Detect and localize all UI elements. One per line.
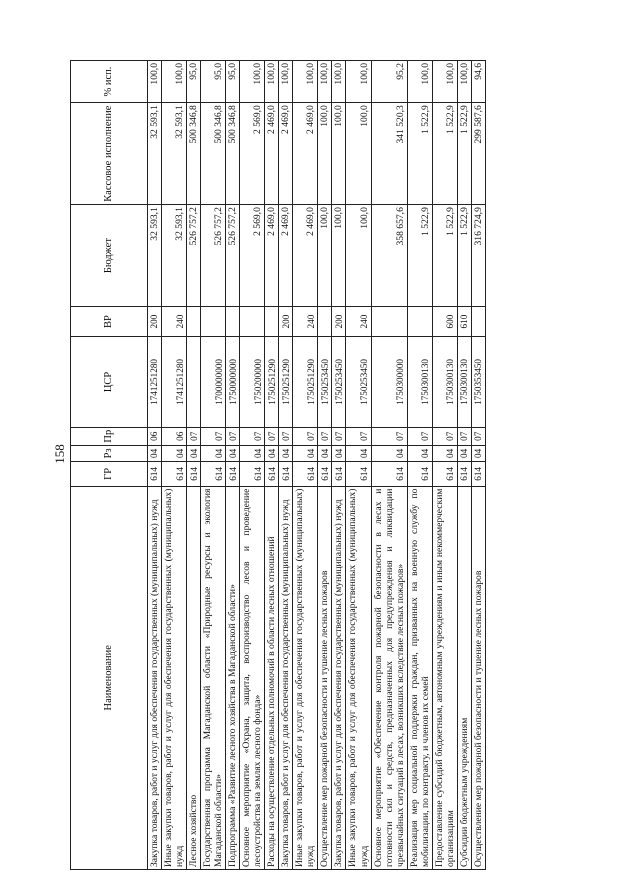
header-pr: Пр <box>71 427 148 445</box>
cell-kass: 500 346,8 <box>226 103 240 205</box>
cell-kass: 32 593,1 <box>148 103 162 205</box>
cell-gr: 614 <box>432 462 457 486</box>
cell-pr: 06 <box>162 427 187 445</box>
table-row <box>148 61 162 870</box>
cell-kass: 1 522,9 <box>432 103 457 205</box>
cell-pct: 100,0 <box>265 61 279 103</box>
cell-budget: 2 469,0 <box>279 205 293 307</box>
cell-budget: 100,0 <box>346 205 371 307</box>
cell-vr: 240 <box>346 307 371 337</box>
cell-pct: 100,0 <box>318 61 332 103</box>
cell-budget: 100,0 <box>318 205 332 307</box>
cell-kass: 500 346,8 <box>187 103 201 205</box>
cell-pct: 100,0 <box>407 61 432 103</box>
cell-gr: 614 <box>471 462 485 486</box>
cell-kass: 2 469,0 <box>265 103 279 205</box>
cell-pct: 95,0 <box>201 61 226 103</box>
cell-pr: 07 <box>346 427 371 445</box>
cell-gr: 614 <box>346 462 371 486</box>
cell-pr: 07 <box>332 427 346 445</box>
header-vr: ВР <box>71 307 148 337</box>
cell-rz: 04 <box>265 445 279 462</box>
cell-rz: 04 <box>432 445 457 462</box>
cell-kass: 1 522,9 <box>407 103 432 205</box>
cell-gr: 614 <box>162 462 187 486</box>
table-row <box>187 61 201 870</box>
cell-pr: 07 <box>318 427 332 445</box>
cell-csr: 1750353450 <box>471 337 485 428</box>
cell-rz: 04 <box>457 445 471 462</box>
cell-pct: 100,0 <box>457 61 471 103</box>
cell-vr: 200 <box>332 307 346 337</box>
cell-budget: 2 469,0 <box>265 205 279 307</box>
cell-gr: 614 <box>201 462 226 486</box>
cell-gr: 614 <box>293 462 318 486</box>
cell-kass: 32 593,1 <box>162 103 187 205</box>
cell-kass: 100,0 <box>332 103 346 205</box>
cell-gr: 614 <box>371 462 407 486</box>
table-row <box>265 61 279 870</box>
cell-gr: 614 <box>279 462 293 486</box>
cell-rz: 04 <box>279 445 293 462</box>
header-rz: Рз <box>71 445 148 462</box>
cell-name: Основное мероприятие «Обеспечение контроля пожарной безопасности в лесах и готовности сил и средств, предназначенных для предупреждения и ликвидации чрезвычайных ситуаций в лесах, возникших вследствие лесных пожаров» <box>371 486 407 869</box>
cell-name: Иные закупки товаров, работ и услуг для обеспечения государственных (муниципальных) нужд <box>162 486 187 869</box>
cell-budget: 316 724,9 <box>471 205 485 307</box>
table-row <box>332 61 346 870</box>
cell-csr: 1750300130 <box>432 337 457 428</box>
cell-gr: 614 <box>457 462 471 486</box>
cell-budget: 526 757,2 <box>226 205 240 307</box>
cell-budget: 526 757,2 <box>201 205 226 307</box>
table-row <box>471 61 485 870</box>
cell-name: Реализация мер социальной поддержки граждан, призванных на военную службу по мобилизации, по контракту, и членов их семей <box>407 486 432 869</box>
cell-vr <box>471 307 485 337</box>
cell-pr: 07 <box>432 427 457 445</box>
cell-kass: 2 469,0 <box>279 103 293 205</box>
cell-gr: 614 <box>407 462 432 486</box>
cell-csr: 1750251290 <box>293 337 318 428</box>
cell-name: Подпрограмма «Развитие лесного хозяйства в Магаданской области» <box>226 486 240 869</box>
cell-csr: 1750253450 <box>332 337 346 428</box>
cell-kass: 500 346,8 <box>201 103 226 205</box>
cell-csr <box>187 337 201 428</box>
table-row <box>226 61 240 870</box>
cell-rz: 04 <box>371 445 407 462</box>
cell-vr: 200 <box>148 307 162 337</box>
cell-name: Лесное хозяйство <box>187 486 201 869</box>
budget-table <box>70 60 486 870</box>
table-header-row <box>71 61 148 870</box>
cell-pr: 07 <box>226 427 240 445</box>
table-row <box>162 61 187 870</box>
cell-budget: 526 757,2 <box>187 205 201 307</box>
cell-rz: 04 <box>471 445 485 462</box>
cell-name: Субсидии бюджетным учреждениям <box>457 486 471 869</box>
cell-vr <box>187 307 201 337</box>
cell-pct: 100,0 <box>432 61 457 103</box>
cell-name: Закупка товаров, работ и услуг для обеспечения государственных (муниципальных) нужд <box>148 486 162 869</box>
table-body <box>148 61 486 870</box>
cell-pr: 07 <box>371 427 407 445</box>
cell-pct: 95,0 <box>226 61 240 103</box>
cell-rz: 04 <box>346 445 371 462</box>
header-pct: % исп. <box>71 61 148 103</box>
table-row <box>371 61 407 870</box>
cell-budget: 1 522,9 <box>457 205 471 307</box>
cell-csr: 1750000000 <box>226 337 240 428</box>
cell-pr: 07 <box>279 427 293 445</box>
table-row <box>240 61 265 870</box>
table-row <box>201 61 226 870</box>
cell-rz: 04 <box>201 445 226 462</box>
cell-name: Закупка товаров, работ и услуг для обеспечения государственных (муниципальных) нужд <box>332 486 346 869</box>
header-name: Наименование <box>71 486 148 869</box>
cell-vr: 240 <box>293 307 318 337</box>
cell-name: Основное мероприятие «Охрана, защита, воспроизводство лесов и проведение лесоустройства на землях лесного фонда» <box>240 486 265 869</box>
cell-pct: 100,0 <box>279 61 293 103</box>
cell-rz: 04 <box>187 445 201 462</box>
cell-vr: 610 <box>457 307 471 337</box>
header-gr: ГР <box>71 462 148 486</box>
cell-csr: 1750251290 <box>265 337 279 428</box>
cell-csr: 1741251280 <box>148 337 162 428</box>
cell-pct: 100,0 <box>332 61 346 103</box>
cell-rz: 04 <box>407 445 432 462</box>
cell-kass: 341 520,3 <box>371 103 407 205</box>
cell-rz: 04 <box>162 445 187 462</box>
cell-name: Осуществление мер пожарной безопасности и тушение лесных пожаров <box>318 486 332 869</box>
cell-gr: 614 <box>332 462 346 486</box>
page-number: 158 <box>52 444 67 464</box>
cell-vr <box>265 307 279 337</box>
cell-kass: 1 522,9 <box>457 103 471 205</box>
cell-kass: 100,0 <box>346 103 371 205</box>
cell-csr: 1700000000 <box>201 337 226 428</box>
cell-vr <box>407 307 432 337</box>
cell-kass: 2 569,0 <box>240 103 265 205</box>
rotated-table-wrapper <box>70 60 600 870</box>
cell-gr: 614 <box>226 462 240 486</box>
cell-vr <box>226 307 240 337</box>
table-row <box>279 61 293 870</box>
cell-name: Осуществление мер пожарной безопасности и тушение лесных пожаров <box>471 486 485 869</box>
header-kass: Кассовое исполнение <box>71 103 148 205</box>
cell-pct: 95,0 <box>187 61 201 103</box>
cell-vr: 240 <box>162 307 187 337</box>
cell-pr: 07 <box>471 427 485 445</box>
cell-gr: 614 <box>240 462 265 486</box>
cell-budget: 358 657,6 <box>371 205 407 307</box>
cell-csr: 1750200000 <box>240 337 265 428</box>
cell-rz: 04 <box>240 445 265 462</box>
cell-csr: 1750251290 <box>279 337 293 428</box>
cell-rz: 04 <box>332 445 346 462</box>
cell-csr: 1750253450 <box>346 337 371 428</box>
table-row <box>432 61 457 870</box>
cell-pr: 07 <box>187 427 201 445</box>
cell-name: Государственная программа Магаданской области «Природные ресурсы и экология Магаданской области» <box>201 486 226 869</box>
cell-pct: 100,0 <box>162 61 187 103</box>
cell-budget: 32 593,1 <box>148 205 162 307</box>
cell-csr: 1750253450 <box>318 337 332 428</box>
cell-pct: 100,0 <box>293 61 318 103</box>
cell-vr: 200 <box>279 307 293 337</box>
cell-name: Иные закупки товаров, работ и услуг для обеспечения государственных (муниципальных) нужд <box>293 486 318 869</box>
table-row <box>407 61 432 870</box>
cell-csr: 1750300130 <box>457 337 471 428</box>
cell-pct: 100,0 <box>346 61 371 103</box>
cell-name: Закупка товаров, работ и услуг для обеспечения государственных (муниципальных) нужд <box>279 486 293 869</box>
cell-budget: 1 522,9 <box>432 205 457 307</box>
table-row <box>293 61 318 870</box>
cell-kass: 299 587,6 <box>471 103 485 205</box>
cell-budget: 32 593,1 <box>162 205 187 307</box>
cell-pct: 100,0 <box>148 61 162 103</box>
cell-kass: 2 469,0 <box>293 103 318 205</box>
cell-csr: 1741251280 <box>162 337 187 428</box>
cell-csr: 1750300000 <box>371 337 407 428</box>
table-row <box>457 61 471 870</box>
cell-gr: 614 <box>265 462 279 486</box>
cell-kass: 100,0 <box>318 103 332 205</box>
cell-vr <box>318 307 332 337</box>
cell-vr <box>371 307 407 337</box>
cell-pr: 07 <box>265 427 279 445</box>
cell-budget: 2 469,0 <box>293 205 318 307</box>
cell-name: Иные закупки товаров, работ и услуг для обеспечения государственных (муниципальных) нужд <box>346 486 371 869</box>
header-budget: Бюджет <box>71 205 148 307</box>
table-row <box>318 61 332 870</box>
cell-name: Предоставление субсидий бюджетным, автономным учреждениям и иным некоммерческим организациям <box>432 486 457 869</box>
cell-pr: 07 <box>293 427 318 445</box>
cell-rz: 04 <box>148 445 162 462</box>
cell-pr: 06 <box>148 427 162 445</box>
cell-budget: 1 522,9 <box>407 205 432 307</box>
cell-name: Расходы на осуществление отдельных полномочий в области лесных отношений <box>265 486 279 869</box>
cell-gr: 614 <box>187 462 201 486</box>
cell-rz: 04 <box>318 445 332 462</box>
cell-csr: 1750300130 <box>407 337 432 428</box>
cell-gr: 614 <box>318 462 332 486</box>
cell-pct: 94,6 <box>471 61 485 103</box>
cell-budget: 2 569,0 <box>240 205 265 307</box>
cell-pr: 07 <box>240 427 265 445</box>
cell-budget: 100,0 <box>332 205 346 307</box>
cell-vr <box>201 307 226 337</box>
cell-pct: 95,2 <box>371 61 407 103</box>
cell-rz: 04 <box>293 445 318 462</box>
table-row <box>346 61 371 870</box>
cell-pr: 07 <box>457 427 471 445</box>
cell-vr <box>240 307 265 337</box>
cell-pr: 07 <box>407 427 432 445</box>
header-csr: ЦСР <box>71 337 148 428</box>
cell-rz: 04 <box>226 445 240 462</box>
cell-gr: 614 <box>148 462 162 486</box>
cell-vr: 600 <box>432 307 457 337</box>
cell-pct: 100,0 <box>240 61 265 103</box>
cell-pr: 07 <box>201 427 226 445</box>
